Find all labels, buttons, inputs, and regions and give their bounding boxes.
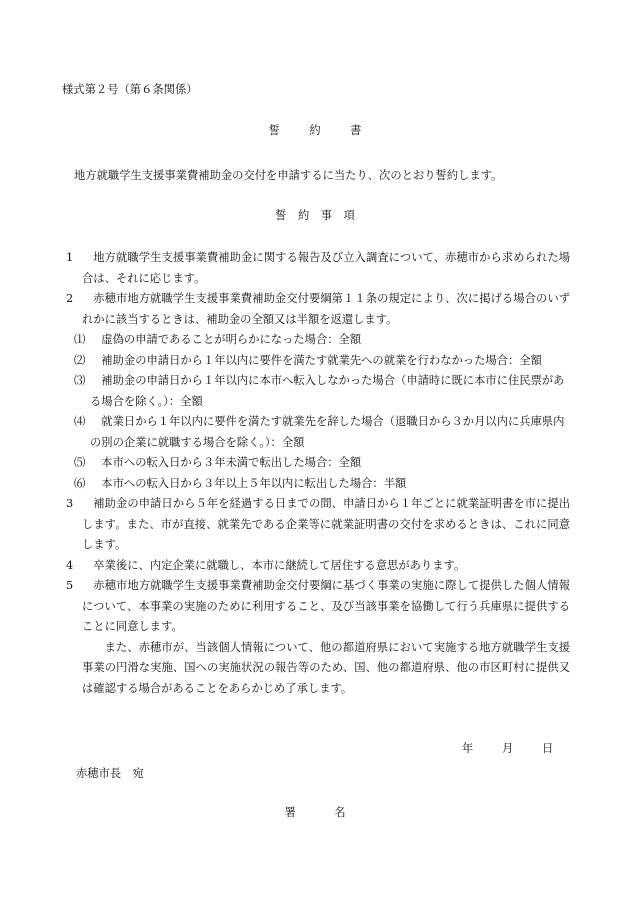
pledge-list	[62, 248, 570, 699]
item-text: 赤穂市地方就職学生支援事業費補助金交付要綱に基づく事業の実施に際して提供した個人情報について、本事業の実施のために利用すること、及び当該事業を協働して行う兵庫県に提供することに同意します。	[82, 579, 570, 633]
pledge-item	[62, 576, 570, 638]
signature-label: 署 名	[284, 806, 360, 819]
date-year-label: 年	[462, 742, 474, 755]
item-number: 1	[66, 251, 74, 264]
sub-item-text: 補助金の申請日から１年以内に本市へ転入しなかった場合（申請時に既に本市に住民票がある場合を除く。）：全額	[90, 374, 565, 408]
sub-item	[62, 371, 570, 412]
sub-item-number: ⑸	[74, 456, 86, 469]
sub-item-text: 本市への転入日から３年以上５年以内に転出した場合：半額	[101, 476, 407, 490]
date-month-label: 月	[502, 742, 514, 755]
pledge-item	[62, 289, 570, 330]
sub-item	[62, 453, 570, 474]
sub-item-list	[62, 330, 570, 494]
form-number: 様式第２号（第６条関係）	[62, 83, 198, 96]
pledge-item	[62, 494, 570, 556]
sub-item-text: 虚偽の申請であることが明らかになった場合：全額	[101, 333, 362, 346]
sub-item-text: 就業日から１年以内に要件を満たす就業先を辞した場合（退職日から３か月以内に兵庫県内の別の企業に就職する場合を除く。）：全額	[90, 415, 565, 449]
item-text: 赤穂市地方就職学生支援事業費補助金交付要綱第１１条の規定により、次に掲げる場合のいずれかに該当するときは、補助金の全額又は半額を返還します。	[82, 292, 570, 326]
item-text: 地方就職学生支援事業費補助金に関する報告及び立入調査について、赤穂市から求められた場合は、それに応じます。	[82, 251, 570, 285]
sub-item	[62, 330, 570, 351]
sub-item-text: 補助金の申請日から１年以内に要件を満たす就業先への就業を行わなかった場合：全額	[101, 353, 542, 367]
item-extra-paragraph: また、赤穂市が、当該個人情報について、他の都道府県において実施する地方就職学生支援事業の円滑な実施、国への実施状況の報告等のため、国、他の都道府県、他の市区町村に提供又は確認する場合があることをあらかじめ了承します。	[82, 640, 570, 695]
intro-paragraph: 地方就職学生支援事業費補助金の交付を申請するに当たり、次のとおり誓約します。	[74, 169, 503, 182]
sub-item	[62, 412, 570, 453]
addressee: 赤穂市長 宛	[76, 767, 144, 780]
sub-item-number: ⑹	[74, 476, 86, 490]
sub-item-number: ⑴	[74, 333, 86, 346]
item-number: 2	[66, 292, 74, 305]
item-text: 卒業後に、内定企業に就職し、本市に継続して居住する意思があります。	[93, 558, 466, 572]
sub-item	[62, 351, 570, 372]
section-heading: 誓 約 事 項	[275, 209, 359, 222]
sub-item-number: ⑵	[74, 353, 86, 367]
sub-item-text: 本市への転入日から３年未満で転出した場合：全額	[101, 456, 362, 469]
sub-item	[62, 474, 570, 495]
pledge-item	[62, 556, 570, 577]
sub-item-number: ⑷	[74, 415, 86, 428]
item-number: 5	[66, 579, 74, 592]
item-number: 4	[66, 558, 74, 572]
document-title: 誓 約 書	[268, 124, 371, 137]
date-line	[462, 739, 553, 760]
pledge-item	[62, 248, 570, 289]
item-number: 3	[66, 497, 74, 510]
date-day-label: 日	[542, 742, 554, 755]
sub-item-number: ⑶	[74, 374, 86, 387]
item-text: 補助金の申請日から５年を経過する日までの間、申請日から１年ごとに就業証明書を市に提出します。また、市が直接、就業先である企業等に就業証明書の交付を求めるときは、これに同意します。	[82, 497, 570, 551]
